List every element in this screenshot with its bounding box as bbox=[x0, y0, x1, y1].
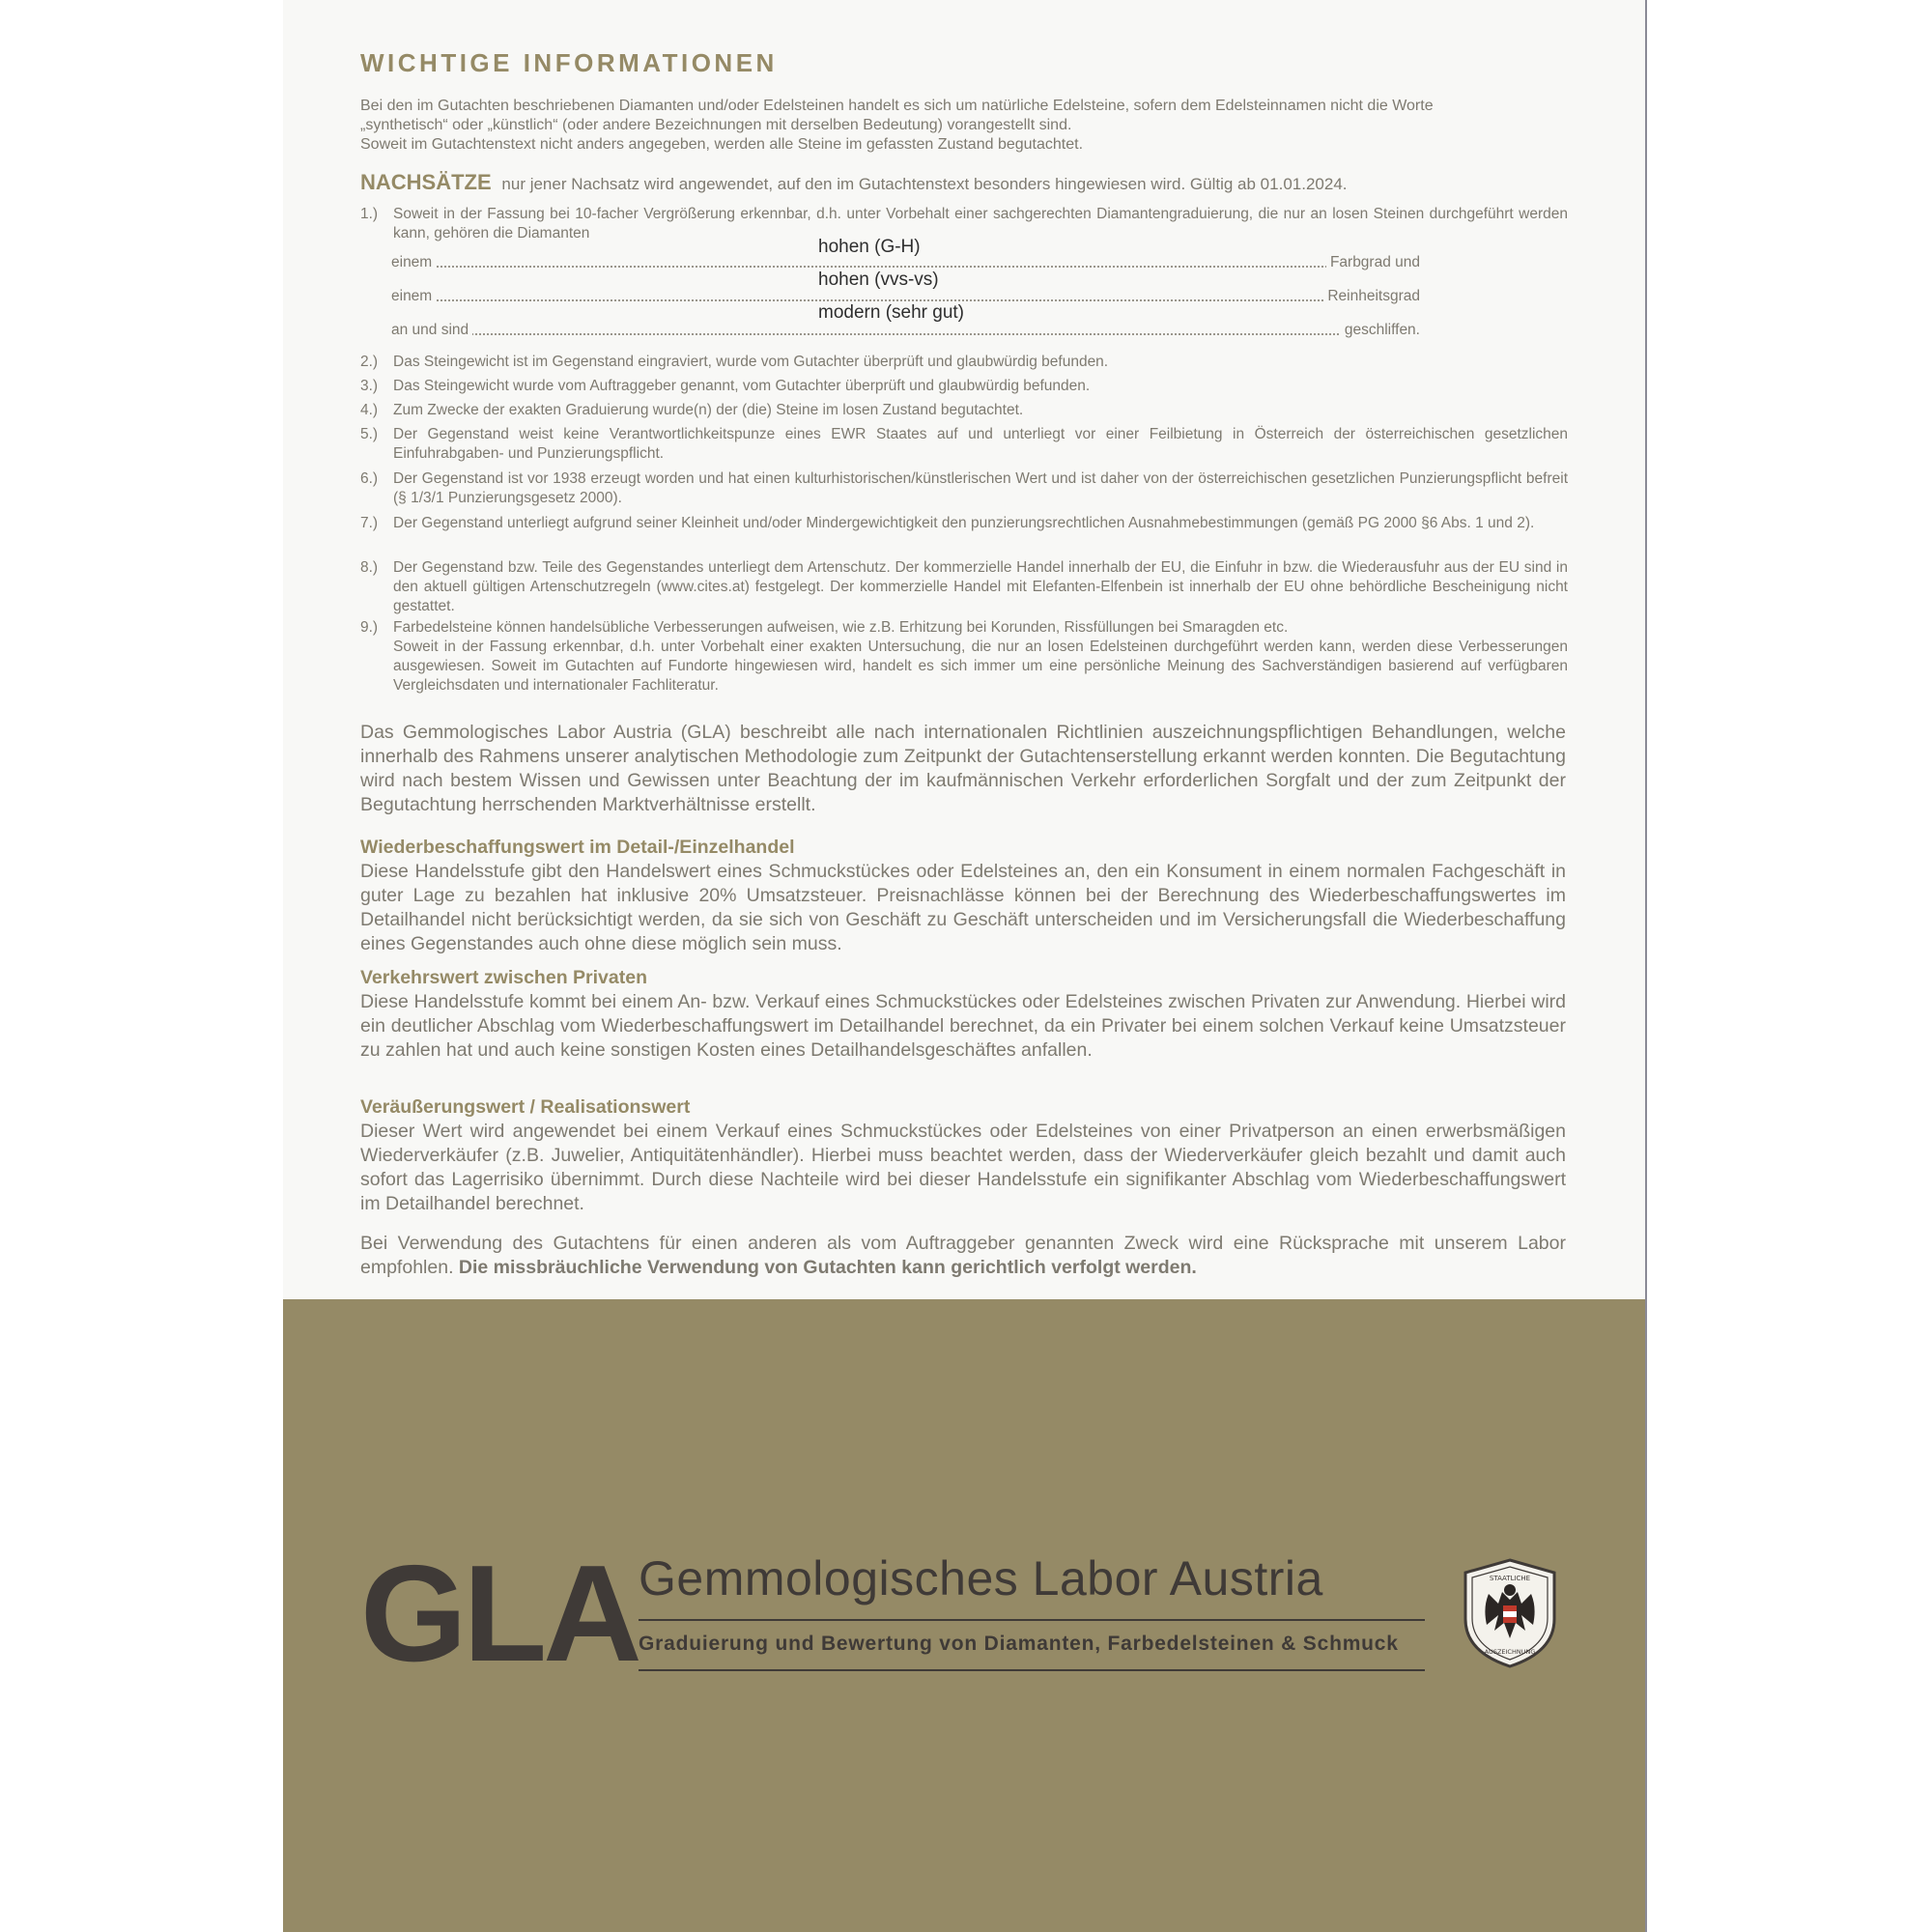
nachsatz-item-5 bbox=[360, 425, 1568, 464]
nachsatz-item-2 bbox=[360, 353, 1568, 372]
state-award-seal-icon bbox=[1460, 1557, 1560, 1669]
value-section-market bbox=[360, 966, 1566, 1063]
item-number: 7.) bbox=[360, 515, 379, 531]
item-text: Das Steingewicht ist im Gegenstand eingraviert, wurde vom Gutachter überprüft und glaubwürdig befunden. bbox=[393, 354, 1109, 370]
intro-line: „synthetisch“ oder „künstlich“ (oder andere Bezeichnungen mit derselben Bedeutung) vorangestellt sind. bbox=[360, 117, 1072, 133]
lab-name: Gemmologisches Labor Austria bbox=[639, 1551, 1323, 1605]
dotted-leader bbox=[391, 333, 1420, 335]
section-text: Diese Handelsstufe kommt bei einem An- bzw. Verkauf eines Schmuckstückes oder Edelsteines zwischen Privaten zur Anwendung. Hierbei wird ein deutlicher Abschlag vom Wiederbeschaffungswert im Detailhandel berechnet, da ein Privater bei einem solchen Verkauf keine Umsatzsteuer zu zahlen hat und auch keine sonstigen Kosten eines Detailhandelsgeschäftes anfallen. bbox=[360, 991, 1566, 1061]
item-number: 2.) bbox=[360, 354, 379, 370]
gla-logo: GLA bbox=[360, 1537, 639, 1690]
information-section bbox=[283, 0, 1645, 1299]
fill-row-lead: an und sind bbox=[391, 322, 472, 339]
item-text: Farbedelsteine können handelsübliche Verbesserungen aufweisen, wie z.B. Erhitzung bei Korunden, Rissfüllungen bei Smaragden etc. bbox=[393, 619, 1289, 636]
clarity-grade-value: hohen (vvs-vs) bbox=[818, 270, 939, 290]
section-heading: Veräußerungswert / Realisationswert bbox=[360, 1096, 691, 1118]
fill-row-lead: einem bbox=[391, 254, 436, 271]
value-section-replacement bbox=[360, 836, 1566, 956]
nachsaetze-subtitle: nur jener Nachsatz wird angewendet, auf den im Gutachtenstext besonders hingewiesen wird. Gültig ab 01.01.2024. bbox=[501, 175, 1348, 193]
gla-statement bbox=[360, 721, 1566, 817]
nachsatz-item-3 bbox=[360, 377, 1568, 396]
gla-statement-text: Das Gemmologisches Labor Austria (GLA) beschreibt alle nach internationalen Richtlinien auszeichnungspflichtigen Behandlungen, welche innerhalb des Rahmens unserer analytischen Methodologie zum Zeitpunkt der Gutachtenserstellung erkannt werden konnten. Die Begutachtung wird nach bestem Wissen und Gewissen unter Beachtung der im kaufmännischen Verkehr erforderlichen Sorgfalt und der zum Zeitpunkt der Begutachtung herrschenden Marktverhältnisse erstellt. bbox=[360, 722, 1566, 815]
intro-text bbox=[360, 97, 1568, 155]
nachsatz-item-1 bbox=[360, 205, 1568, 243]
nachsatz-item-8 bbox=[360, 558, 1568, 616]
nachsatz-item-6 bbox=[360, 469, 1568, 508]
closing-note bbox=[360, 1232, 1566, 1280]
intro-line: Soweit im Gutachtenstext nicht anders angegeben, werden alle Steine im gefassten Zustand begutachtet. bbox=[360, 136, 1084, 153]
section-heading: Wiederbeschaffungswert im Detail-/Einzelhandel bbox=[360, 837, 795, 858]
nachsatz-item-7 bbox=[360, 514, 1568, 533]
nachsatz-item-9 bbox=[360, 618, 1568, 696]
fill-row-trail: Farbgrad und bbox=[1326, 254, 1420, 271]
item-number: 1.) bbox=[360, 206, 379, 222]
intro-line: Bei den im Gutachten beschriebenen Diamanten und/oder Edelsteinen handelt es sich um natürliche Edelsteine, sofern dem Edelsteinnamen nicht die Worte bbox=[360, 98, 1434, 114]
page-title: WICHTIGE INFORMATIONEN bbox=[360, 48, 778, 77]
lab-tagline: Graduierung und Bewertung von Diamanten, Farbedelsteinen & Schmuck bbox=[639, 1633, 1399, 1655]
dotted-leader bbox=[391, 299, 1420, 301]
item-number: 8.) bbox=[360, 559, 379, 576]
seal-text-top: STAATLICHE bbox=[1489, 1575, 1531, 1582]
item-text: Zum Zwecke der exakten Graduierung wurde(n) der (die) Steine im losen Zustand begutachtet. bbox=[393, 402, 1024, 418]
section-text: Dieser Wert wird angewendet bei einem Verkauf eines Schmuckstückes oder Edelsteines von einer Privatperson an einen erwerbsmäßigen Wiederverkäufer (z.B. Juwelier, Antiquitätenhändler). Hierbei muss beachtet werden, dass der Wiederverkäufer gleich bezahlt und damit auch sofort das Lagerrisiko übernimmt. Durch diese Nachteile wird bei dieser Handelsstufe ein signifikanter Abschlag vom Wiederbeschaffungswert im Detailhandel berechnet. bbox=[360, 1121, 1566, 1214]
cut-grade-value: modern (sehr gut) bbox=[818, 302, 965, 323]
seal-text-bottom: AUSZEICHNUNG bbox=[1484, 1648, 1536, 1656]
value-section-realisation bbox=[360, 1095, 1566, 1216]
item-text-continued: Soweit in der Fassung erkennbar, d.h. unter Vorbehalt einer exakten Untersuchung, die nur an losen Edelsteinen durchgeführt werden kann, werden diese Verbesserungen ausgewiesen. Soweit im Gutachten auf Fundorte hingewiesen wird, handelt es sich immer um eine persönliche Meinung des Sachverständigen basierend auf verfügbaren Vergleichsdaten und internationaler Fachliteratur. bbox=[393, 639, 1568, 694]
item-text: Der Gegenstand ist vor 1938 erzeugt worden und hat einen kulturhistorischen/künstlerischen Wert und ist daher von der österreichischen gesetzlichen Punzierungspflicht befreit (§ 1/3/1 Punzierungsgesetz 2000). bbox=[393, 470, 1568, 506]
closing-text: Bei Verwendung des Gutachtens für einen anderen als vom Auftraggeber genannten Zweck wird eine Rücksprache mit unserem Labor empfohlen. bbox=[360, 1233, 1566, 1278]
item-number: 6.) bbox=[360, 470, 379, 487]
item-text: Soweit in der Fassung bei 10-facher Vergrößerung erkennbar, d.h. unter Vorbehalt einer sachgerechten Diamantengraduierung, die nur an losen Steinen durchgeführt werden kann, gehören die Diamanten bbox=[393, 206, 1568, 242]
item-text: Der Gegenstand unterliegt aufgrund seiner Kleinheit und/oder Mindergewichtigkeit den punzierungsrechtlichen Ausnahmebestimmungen (gemäß PG 2000 §6 Abs. 1 und 2). bbox=[393, 515, 1535, 531]
item-number: 3.) bbox=[360, 378, 379, 394]
dotted-leader bbox=[391, 266, 1420, 268]
item-text: Der Gegenstand bzw. Teile des Gegenstandes unterliegt dem Artenschutz. Der kommerzielle Handel innerhalb der EU, die Einfuhr in bzw. die Wiederausfuhr aus der EU sind in den aktuell gültigen Artenschutzregeln (www.cites.at) festgelegt. Der kommerzielle Handel mit Elefanten-Elfenbein ist innerhalb der EU ohne behördliche Bescheinigung nicht gestattet. bbox=[393, 559, 1568, 614]
section-heading: Verkehrswert zwischen Privaten bbox=[360, 967, 647, 988]
nachsaetze-header bbox=[360, 170, 1568, 195]
item-text: Der Gegenstand weist keine Verantwortlichkeitspunze eines EWR Staates auf und unterliegt vor einer Feilbietung in Österreich der österreichischen gesetzlichen Einfuhrabgaben- und Punzierungspflicht. bbox=[393, 426, 1568, 462]
fill-row-trail: Reinheitsgrad bbox=[1323, 288, 1420, 305]
item-number: 4.) bbox=[360, 402, 379, 418]
fill-row-trail: geschliffen. bbox=[1341, 322, 1420, 339]
item-number: 9.) bbox=[360, 619, 379, 636]
logo-divider-bottom bbox=[639, 1669, 1425, 1671]
closing-warning: Die missbräuchliche Verwendung von Gutachten kann gerichtlich verfolgt werden. bbox=[458, 1257, 1197, 1278]
logo-divider-top bbox=[639, 1619, 1425, 1621]
nachsatz-item-4 bbox=[360, 401, 1568, 420]
item-number: 5.) bbox=[360, 426, 379, 442]
section-text: Diese Handelsstufe gibt den Handelswert eines Schmuckstückes oder Edelsteines an, den ein Konsument in einem normalen Fachgeschäft in guter Lage zu bezahlen hat inklusive 20% Umsatzsteuer. Preisnachlässe können bei der Berechnung des Wiederbeschaffungswertes im Detailhandel nicht berücksichtigt werden, da sie sich von Geschäft zu Geschäft unterscheiden und im Versicherungsfall die Wiederbeschaffung eines Gegenstandes auch ohne diese möglich sein muss. bbox=[360, 861, 1566, 954]
nachsaetze-heading: NACHSÄTZE bbox=[360, 170, 492, 194]
item-text: Das Steingewicht wurde vom Auftraggeber genannt, vom Gutachter überprüft und glaubwürdig befunden. bbox=[393, 378, 1091, 394]
document-page bbox=[283, 0, 1647, 1932]
fill-row-lead: einem bbox=[391, 288, 436, 305]
color-grade-value: hohen (G-H) bbox=[818, 237, 921, 257]
